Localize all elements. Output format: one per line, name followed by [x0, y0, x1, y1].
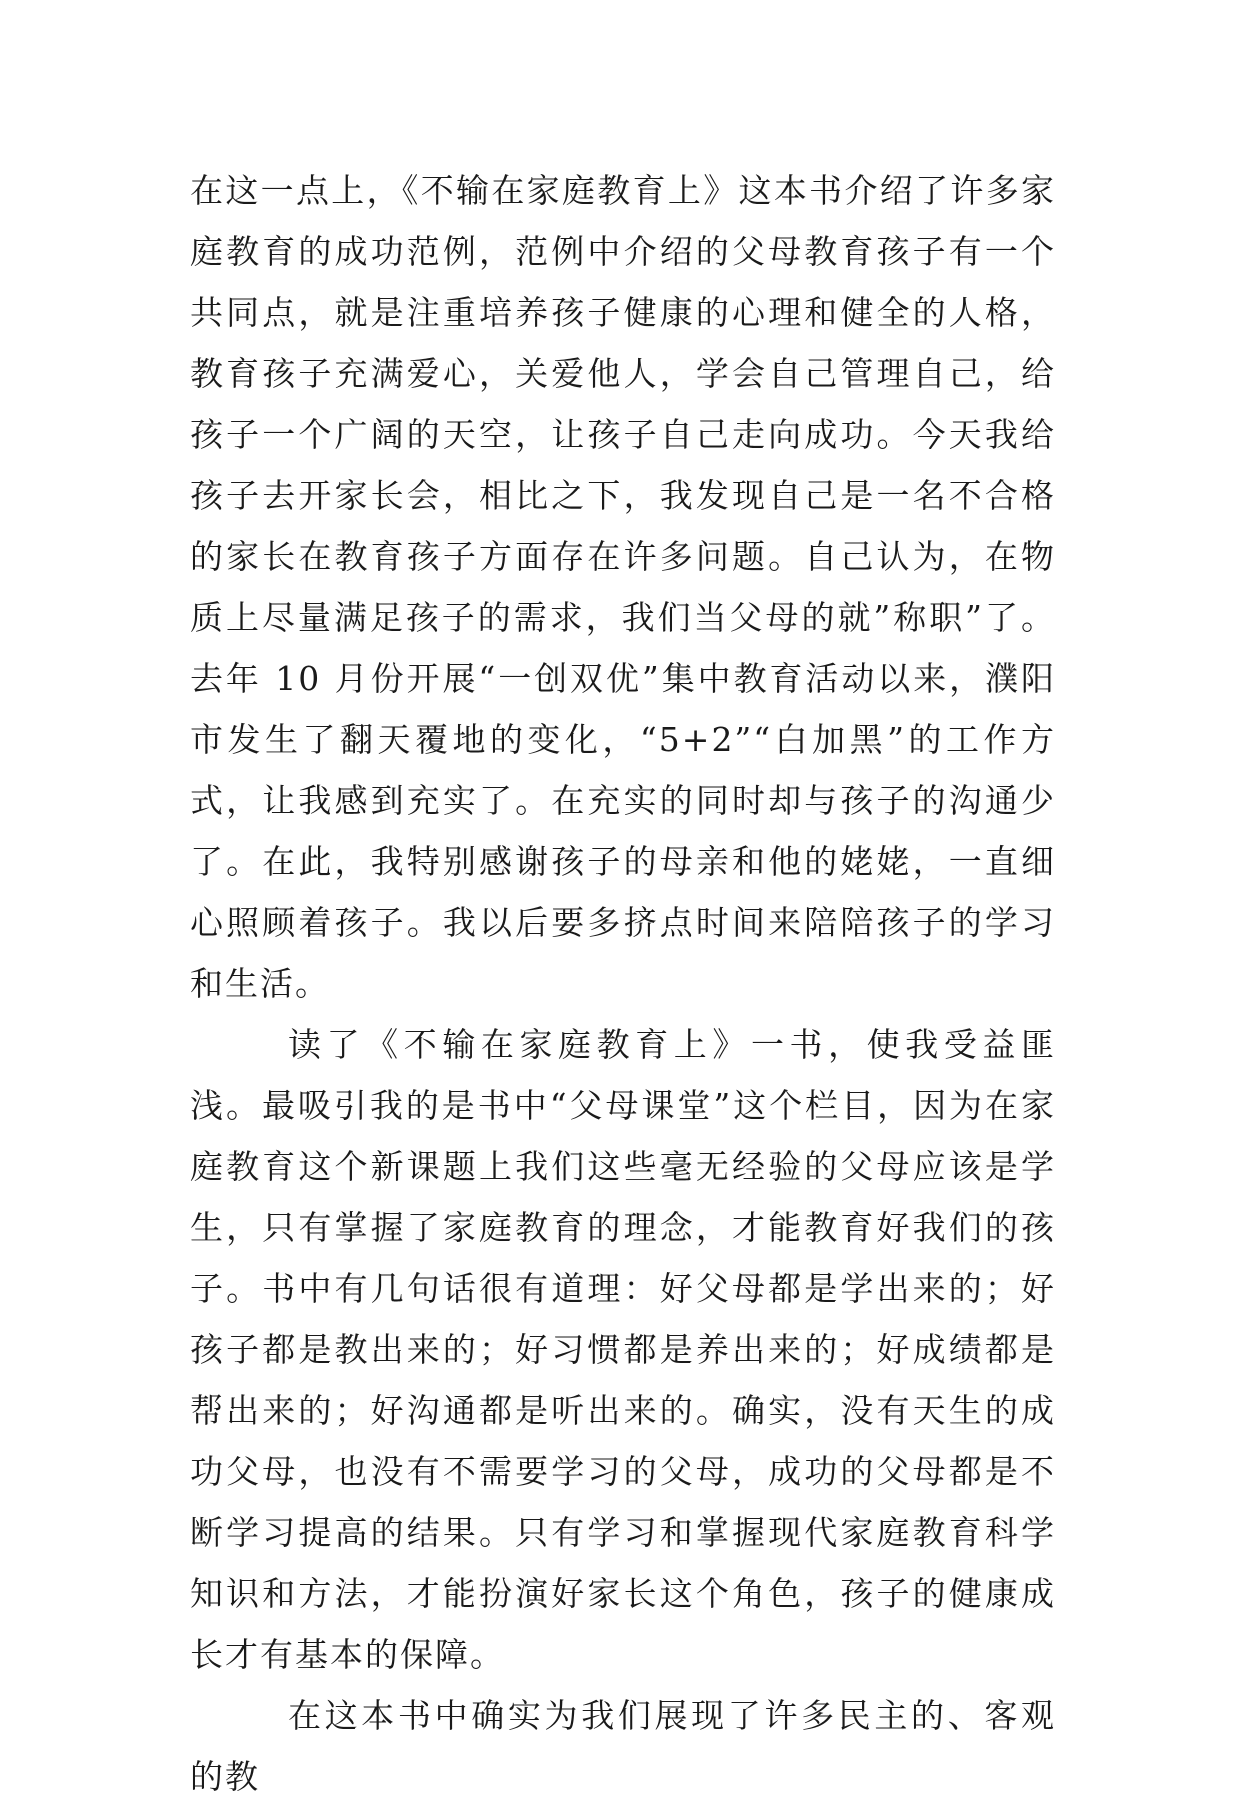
paragraph-2: 读了《不输在家庭教育上》一书，使我受益匪浅。最吸引我的是书中“父母课堂”这个栏目，因为在家庭教育这个新课题上我们这些毫无经验的父母应该是学生，只有掌握了家庭教育的理念，才能教育好我们的孩子。书中有几句话很有道理：好父母都是学出来的；好孩子都是教出来的；好习惯都是养出来的；好成绩都是帮出来的；好沟通都是听出来的。确实，没有天生的成功父母，也没有不需要学习的父母，成功的父母都是不断学习提高的结果。只有学习和掌握现代家庭教育科学知识和方法，才能扮演好家长这个角色，孩子的健康成长才有基本的保障。 — [190, 1025, 1056, 1674]
document-body — [190, 160, 1056, 1807]
paragraph-3: 在这本书中确实为我们展现了许多民主的、客观的教 — [190, 1696, 1056, 1796]
paragraph-1: 在这一点上，《不输在家庭教育上》这本书介绍了许多家庭教育的成功范例，范例中介绍的父母教育孩子有一个共同点，就是注重培养孩子健康的心理和健全的人格，教育孩子充满爱心，关爱他人，学会自己管理自己，给孩子一个广阔的天空，让孩子自己走向成功。今天我给孩子去开家长会，相比之下，我发现自己是一名不合格的家长在教育孩子方面存在许多问题。自己认为，在物质上尽量满足孩子的需求，我们当父母的就”称职”了。去年 10 月份开展“一创双优”集中教育活动以来，濮阳市发生了翻天覆地的变化，“5+2”“白加黑”的工作方式，让我感到充实了。在充实的同时却与孩子的沟通少了。在此，我特别感谢孩子的母亲和他的姥姥，一直细心照顾着孩子。我以后要多挤点时间来陪陪孩子的学习和生活。 — [190, 171, 1056, 1003]
